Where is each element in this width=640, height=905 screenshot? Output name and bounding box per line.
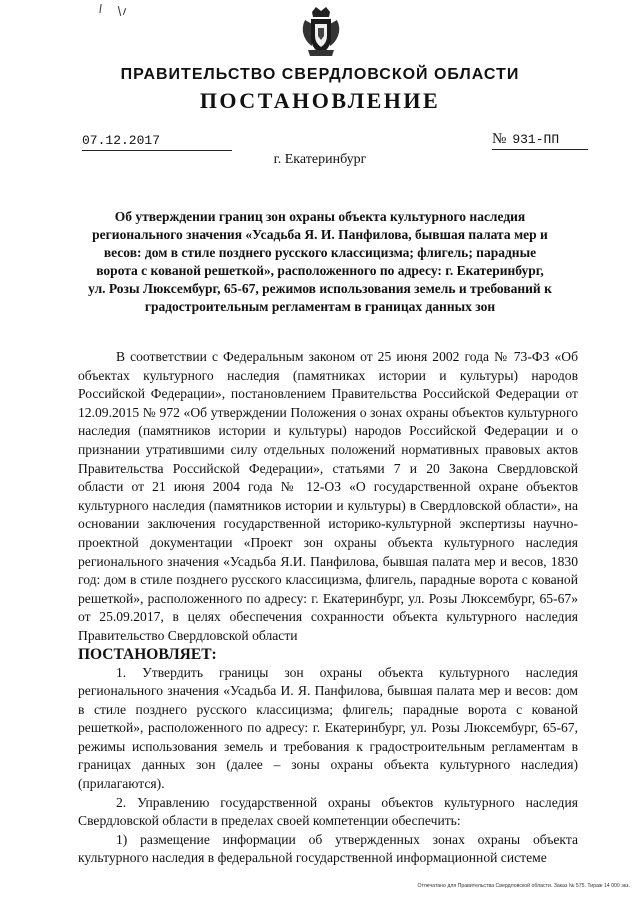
scan-mark [123,8,126,15]
document-title: Об утверждении границ зон охраны объекта культурного наследия регионального значения «Усадьба Я. И. Панфилова, бывшая палата мер и весов: дом в стиле позднего русского классицизма; флигель; парадные ворота с кованой решеткой», расположенного по адресу: г. Екатеринбург, ул. Розы Люксембург, 65-67, режимов использования земель и требований к градостроительным регламентам в границах данных зон [88,209,552,314]
document-date: 07.12.2017 [82,133,232,151]
number-value: 931-ПП [512,132,560,147]
print-footer: Отпечатано для Правительства Свердловской области. Заказ № 575. Тираж 14 000 экз. [417,883,630,889]
number-label: № [492,131,507,147]
document-type: ПОСТАНОВЛЕНИЕ [199,88,441,113]
scan-mark [99,4,101,13]
coat-of-arms-icon [300,6,342,58]
item-2-1-paragraph: 1) размещение информации об утвержденных зонах охраны объекта культурного наследия в федеральной государственной информационной системе [78,831,578,866]
government-name: ПРАВИТЕЛЬСТВО СВЕРДЛОВСКОЙ ОБЛАСТИ [120,66,520,83]
item-2-paragraph: 2. Управлению государственной охраны объектов культурного наследия Свердловской области в пределах своей компетенции обеспечить: [78,794,578,829]
document-body [78,348,578,868]
document-city: г. Екатеринбург [273,152,367,167]
preamble-paragraph: В соответствии с Федеральным законом от 25 июня 2002 года № 73-ФЗ «Об объектах культурного наследия (памятниках истории и культуры) народов Российской Федерации», постановлением Правительства Российской Федерации от 12.09.2015 № 972 «Об утверждении Положения о зонах охраны объектов культурного наследия (памятников истории и культуры) народов Российской Федерации и о признании утратившими силу отдельных положений нормативных правовых актов Правительства Российской Федерации», статьями 7 и 20 Закона Свердловской области от 21 июня 2004 года № 12-ОЗ «О государственной охране объектов культурного наследия (памятников истории и культуры) в Свердловской области», на основании заключения государственной историко-культурной экспертизы научно-проектной документации «Проект зон охраны объекта культурного наследия регионального значения «Усадьба Я.И. Панфилова, бывшая палата мер и весов, 1830 год: дом в стиле позднего русского классицизма, флигель, парадные ворота с кованой решеткой», расположенного по адресу: г. Екатеринбург, ул. Розы Люксембург, 65-67» от 25.09.2017, в целях обеспечения сохранности объекта культурного наследия Правительство Свердловской области [78,349,578,643]
item-1-paragraph: 1. Утвердить границы зон охраны объекта культурного наследия регионального значения «Усадьба И. Я. Панфилова, бывшая палата мер и весов: дом в стиле позднего русского классицизма; флигель; парадные ворота с кованой решеткой», расположенного по адресу: г. Екатеринбург, ул. Розы Люксембург, 65-67, режимы использования земель и требования к градостроительным регламентам в границах данных зон (далее – зоны охраны объекта культурного наследия) (прилагаются). [78,664,578,792]
scan-mark [118,6,121,16]
decree-heading: ПОСТАНОВЛЯЕТ: [78,645,217,663]
document-number [492,131,588,150]
